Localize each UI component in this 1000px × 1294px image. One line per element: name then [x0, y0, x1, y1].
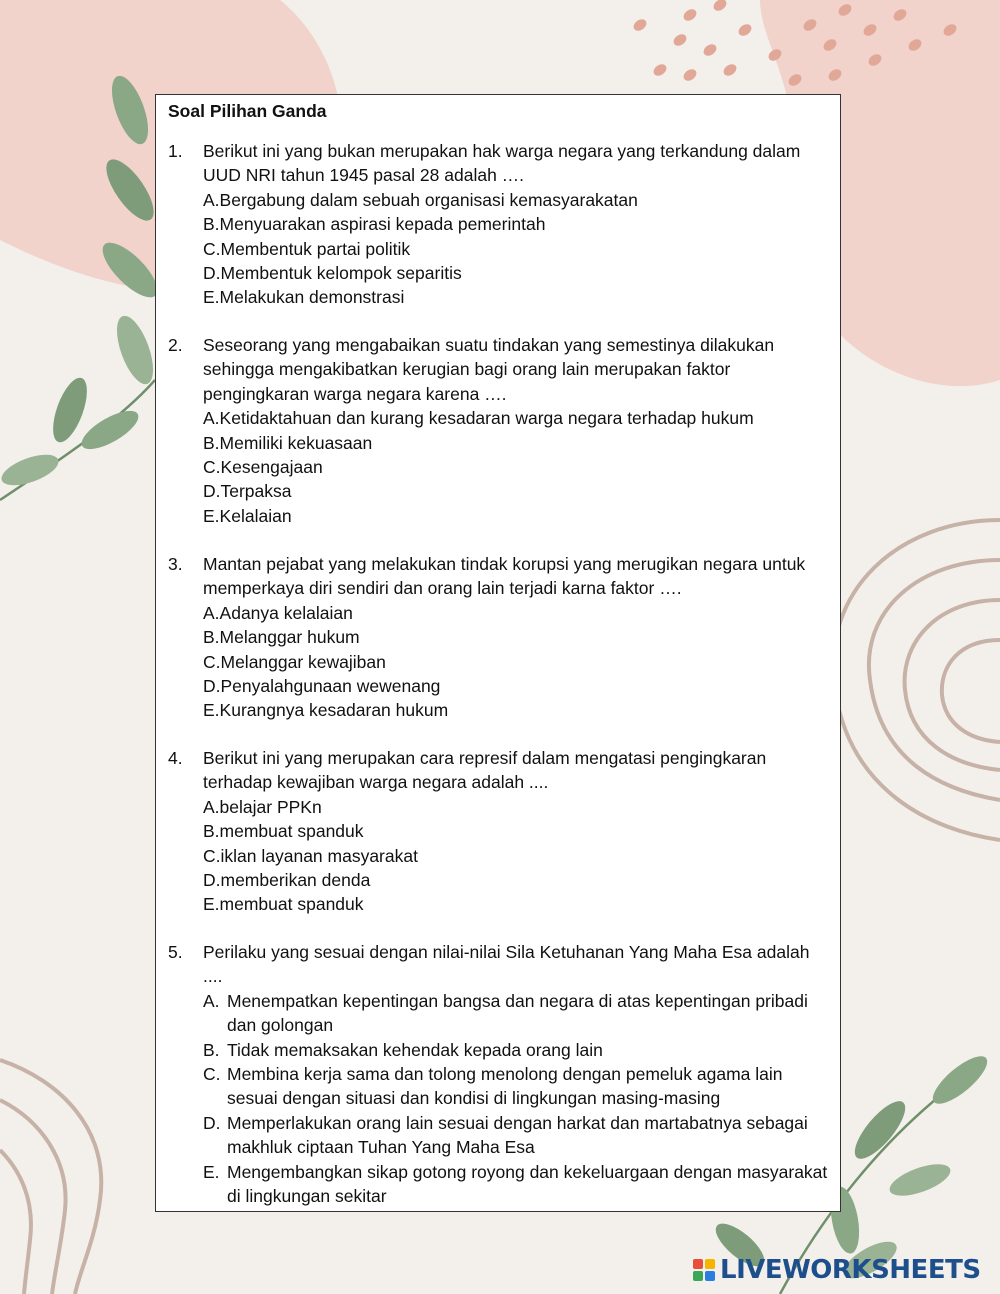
option-text: Membentuk partai politik — [220, 238, 411, 259]
option-b[interactable] — [203, 1038, 830, 1062]
option-text: Kurangnya kesadaran hukum — [219, 700, 449, 721]
option-d[interactable] — [203, 479, 830, 503]
options-list — [203, 989, 830, 1209]
option-letter: C. — [203, 845, 221, 866]
option-b[interactable] — [203, 819, 830, 843]
option-text: Membentuk kelompok separitis — [220, 263, 462, 284]
option-letter: A. — [203, 796, 220, 817]
question-number: 5. — [168, 942, 183, 962]
option-text: Kelalaian — [219, 505, 292, 526]
option-letter: A. — [203, 189, 220, 210]
question-3 — [168, 552, 830, 723]
question-text: Seseorang yang mengabaikan suatu tindakan yang semestinya dilakukan sehingga mengakibatkan kerugian bagi orang lain merupakan faktor pengingkaran warga negara karena …. — [203, 335, 775, 404]
option-text: belajar PPKn — [219, 796, 322, 817]
option-text: Penyalahgunaan wewenang — [220, 676, 441, 697]
option-letter: B. — [203, 627, 220, 648]
option-c[interactable] — [203, 455, 830, 479]
options-list — [203, 406, 830, 528]
option-text: Membina kerja sama dan tolong menolong dengan pemeluk agama lain sesuai dengan situasi dan kondisi di lingkungan masing-masing — [227, 1064, 783, 1109]
option-letter: C. — [203, 457, 221, 478]
option-text: Kesengajaan — [220, 457, 323, 478]
question-number: 1. — [168, 141, 183, 161]
option-letter: B. — [203, 1039, 220, 1060]
option-letter: A. — [203, 990, 220, 1011]
question-5 — [168, 940, 830, 1208]
contour-lines-bottom — [0, 1060, 101, 1294]
option-d[interactable] — [203, 1111, 830, 1160]
option-text: Ketidaktahuan dan kurang kesadaran warga negara terhadap hukum — [219, 408, 754, 429]
option-letter: E. — [203, 894, 220, 915]
option-d[interactable] — [203, 261, 830, 285]
options-list — [203, 795, 830, 917]
option-letter: B. — [203, 214, 220, 235]
option-text: Memiliki kekuasaan — [219, 432, 373, 453]
option-text: membuat spanduk — [219, 894, 364, 915]
option-text: iklan layanan masyarakat — [220, 845, 418, 866]
option-letter: C. — [203, 1064, 221, 1085]
option-c[interactable] — [203, 844, 830, 868]
option-e[interactable] — [203, 1160, 830, 1209]
question-1 — [168, 139, 830, 310]
question-text: Berikut ini yang merupakan cara represif dalam mengatasi pengingkaran terhadap kewajiban warga negara adalah .... — [203, 748, 767, 793]
option-text: Bergabung dalam sebuah organisasi kemasyarakatan — [219, 189, 638, 210]
option-b[interactable] — [203, 431, 830, 455]
option-text: memberikan denda — [220, 870, 371, 891]
question-text: Mantan pejabat yang melakukan tindak korupsi yang merugikan negara untuk memperkaya diri sendiri dan orang lain terjadi karna faktor …. — [203, 554, 806, 599]
option-text: Terpaksa — [220, 481, 292, 502]
option-letter: E. — [203, 505, 220, 526]
option-letter: B. — [203, 821, 220, 842]
option-b[interactable] — [203, 625, 830, 649]
option-letter: E. — [203, 700, 220, 721]
worksheet-panel — [155, 94, 841, 1212]
option-letter: C. — [203, 651, 221, 672]
question-text: Perilaku yang sesuai dengan nilai-nilai Sila Ketuhanan Yang Maha Esa adalah .... — [203, 942, 810, 987]
option-c[interactable] — [203, 237, 830, 261]
option-a[interactable] — [203, 406, 830, 430]
option-text: Adanya kelalaian — [219, 602, 353, 623]
option-letter: E. — [203, 1161, 220, 1182]
option-e[interactable] — [203, 285, 830, 309]
option-letter: C. — [203, 238, 221, 259]
option-d[interactable] — [203, 868, 830, 892]
option-text: Menempatkan kepentingan bangsa dan negara di atas kepentingan pribadi dan golongan — [227, 990, 808, 1036]
question-number: 3. — [168, 554, 183, 574]
question-2 — [168, 333, 830, 528]
option-e[interactable] — [203, 698, 830, 722]
option-letter: B. — [203, 432, 220, 453]
options-list — [203, 601, 830, 723]
option-c[interactable] — [203, 1062, 830, 1111]
option-a[interactable] — [203, 795, 830, 819]
option-letter: D. — [203, 676, 221, 697]
option-text: Melanggar hukum — [219, 627, 360, 648]
worksheet-title: Soal Pilihan Ganda — [168, 101, 327, 121]
option-letter: A. — [203, 408, 220, 429]
contour-lines — [833, 520, 1000, 840]
option-text: Mengembangkan sikap gotong royong dan kekeluargaan dengan masyarakat di lingkungan sekitar — [227, 1161, 828, 1207]
option-letter: D. — [203, 1112, 221, 1133]
option-b[interactable] — [203, 212, 830, 236]
question-number: 4. — [168, 748, 183, 768]
option-letter: D. — [203, 481, 221, 502]
option-a[interactable] — [203, 188, 830, 212]
option-d[interactable] — [203, 674, 830, 698]
brand-name: LIVEWORKSHEETS — [720, 1255, 981, 1285]
option-e[interactable] — [203, 504, 830, 528]
option-text: Melanggar kewajiban — [220, 651, 386, 672]
option-text: membuat spanduk — [219, 821, 364, 842]
option-text: Menyuarakan aspirasi kepada pemerintah — [219, 214, 546, 235]
question-number: 2. — [168, 335, 183, 355]
option-a[interactable] — [203, 601, 830, 625]
question-text: Berikut ini yang bukan merupakan hak warga negara yang terkandung dalam UUD NRI tahun 1945 pasal 28 adalah …. — [203, 141, 801, 186]
option-letter: E. — [203, 287, 220, 308]
option-e[interactable] — [203, 892, 830, 916]
option-letter: D. — [203, 263, 221, 284]
option-a[interactable] — [203, 989, 830, 1038]
liveworksheets-logo-icon — [693, 1259, 715, 1281]
option-text: Melakukan demonstrasi — [219, 287, 405, 308]
liveworksheets-logo[interactable] — [693, 1255, 981, 1285]
option-letter: D. — [203, 870, 221, 891]
options-list — [203, 188, 830, 310]
option-c[interactable] — [203, 650, 830, 674]
option-text: Memperlakukan orang lain sesuai dengan harkat dan martabatnya sebagai makhluk ciptaan Tuhan Yang Maha Esa — [227, 1112, 808, 1158]
question-4 — [168, 746, 830, 917]
option-text: Tidak memaksakan kehendak kepada orang lain — [227, 1039, 603, 1060]
option-letter: A. — [203, 602, 220, 623]
